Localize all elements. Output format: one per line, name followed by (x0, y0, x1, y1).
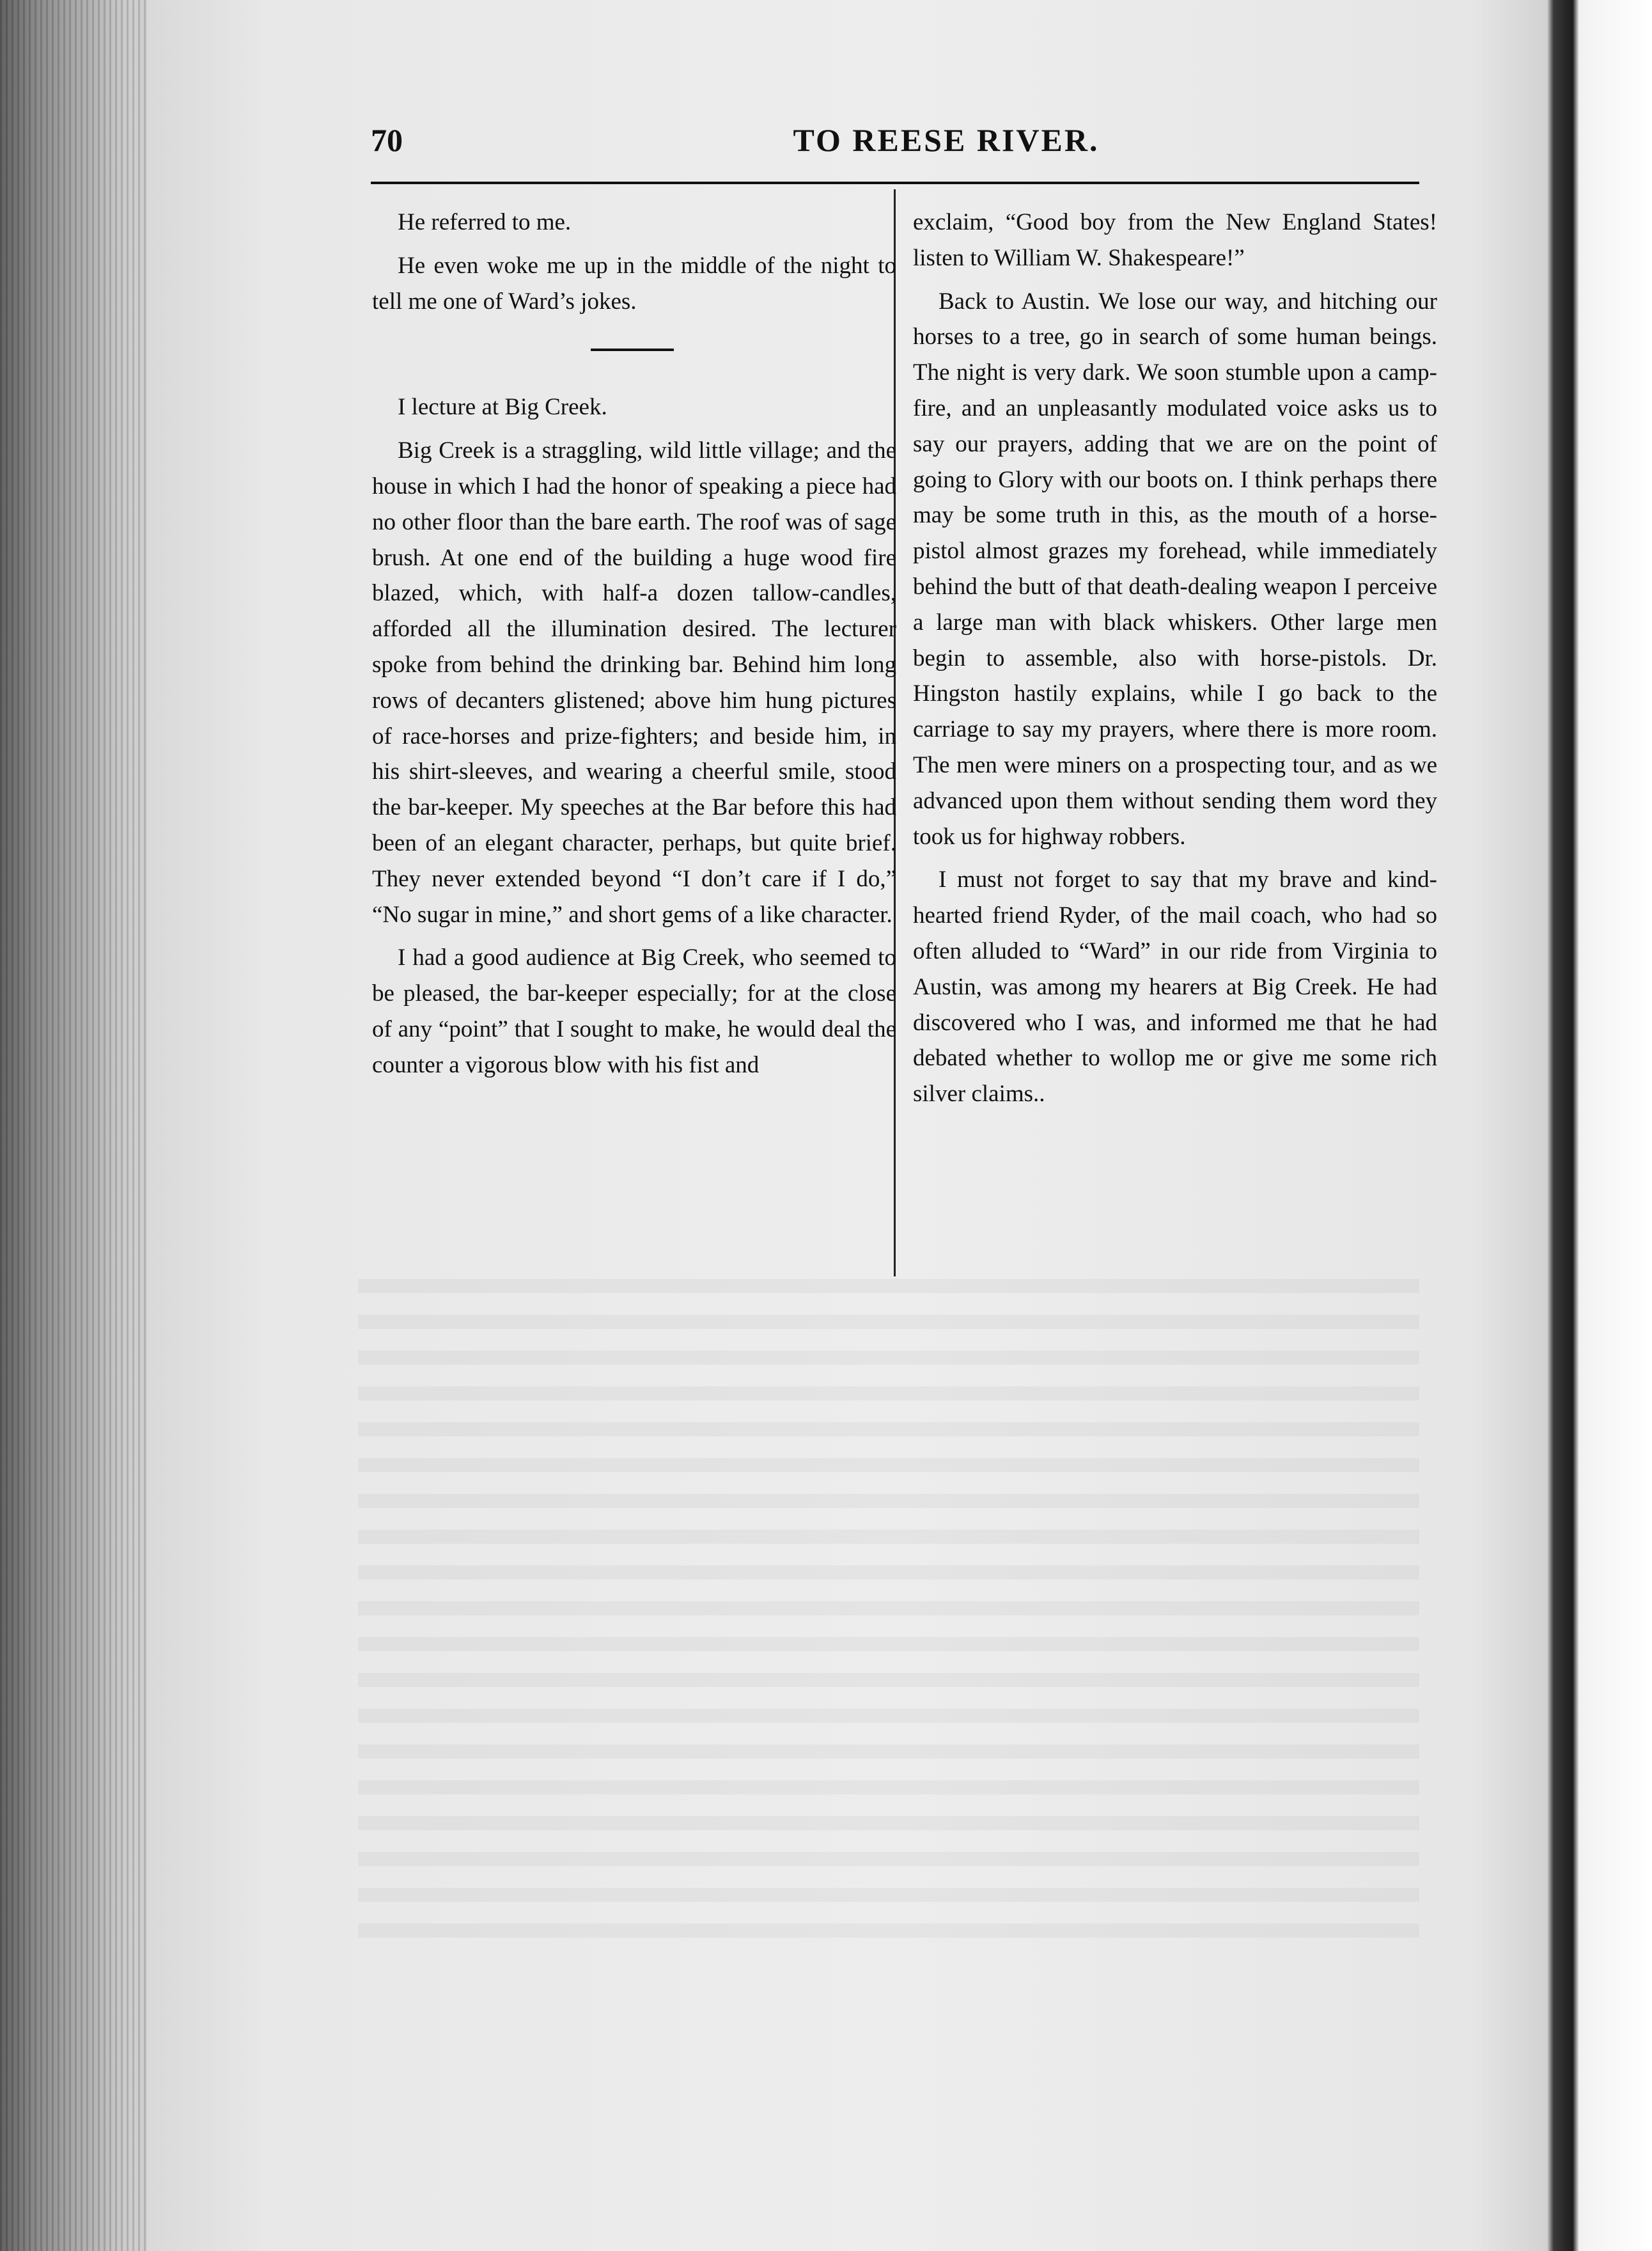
paragraph: exclaim, “Good boy from the New England States! listen to William W. Shakespeare!” (913, 209, 1437, 271)
paragraph: I had a good audience at Big Creek, who seemed to be pleased, the bar-keeper especially; for at the close of any “point” that I sought to make, he would deal the counter a vigorous blow with his fist and (372, 945, 896, 1078)
section-break-rule (591, 349, 674, 351)
show-through-text (358, 1279, 1419, 1957)
paragraph: I must not forget to say that my brave and kind-hearted friend Ryder, of the mail coach, who had so often alluded to “Ward” in our ride from Virginia to Austin, was among my hearers at Big Creek. He had discovered who I was, and informed me that he had debated whether to wollop me or give me some rich silver claims.. (913, 867, 1437, 1108)
page-number: 70 (371, 122, 403, 158)
paragraph: Back to Austin. We lose our way, and hitching our horses to a tree, go in search of some human beings. The night is very dark. We soon stumble upon a camp-fire, and an unpleasantly modulated voice asks us to say our prayers, adding that we are on the point of going to Glory with our boots on. I think perhaps there may be some truth in this, as the mouth of a horse-pistol almost grazes my forehead, while immediately behind the butt of that death-dealing weapon I perceive a large man with black whiskers. Other large men begin to assemble, also with horse-pistols. Dr. Hingston hastily explains, while I go back to the carriage to say my prayers, where there is more room. The men were miners on a prospecting tour, and as we advanced upon them without sending them word they took us for highway robbers. (913, 288, 1437, 850)
paragraph: I lecture at Big Creek. (398, 394, 607, 421)
paragraph: He even woke me up in the middle of the night to tell me one of Ward’s jokes. (372, 252, 896, 315)
paragraph: He referred to me. (398, 209, 572, 235)
running-head: TO REESE RIVER. (793, 122, 1100, 158)
right-column (913, 205, 1437, 1120)
page-header (371, 122, 1419, 179)
header-rule (371, 182, 1419, 184)
book-binding-edge (0, 0, 147, 2251)
paragraph: Big Creek is a straggling, wild little village; and the house in which I had the honor of speaking a piece had no other floor than the bare earth. The roof was of sage brush. At one end of the building a huge wood fire blazed, which, with half-a dozen tallow-candles, afforded all the illumination desired. The lecturer spoke from behind the drinking bar. Behind him long rows of decanters glistened; above him hung pictures of race-horses and prize-fighters; and beside him, in his shirt-sleeves, and wearing a cheerful smile, stood the bar-keeper. My speeches at the Bar before this had been of an elegant character, perhaps, but quite brief. They never extended beyond “I don’t care if I do,” “No sugar in mine,” and short gems of a like character. (372, 437, 896, 928)
left-column (372, 205, 896, 1091)
